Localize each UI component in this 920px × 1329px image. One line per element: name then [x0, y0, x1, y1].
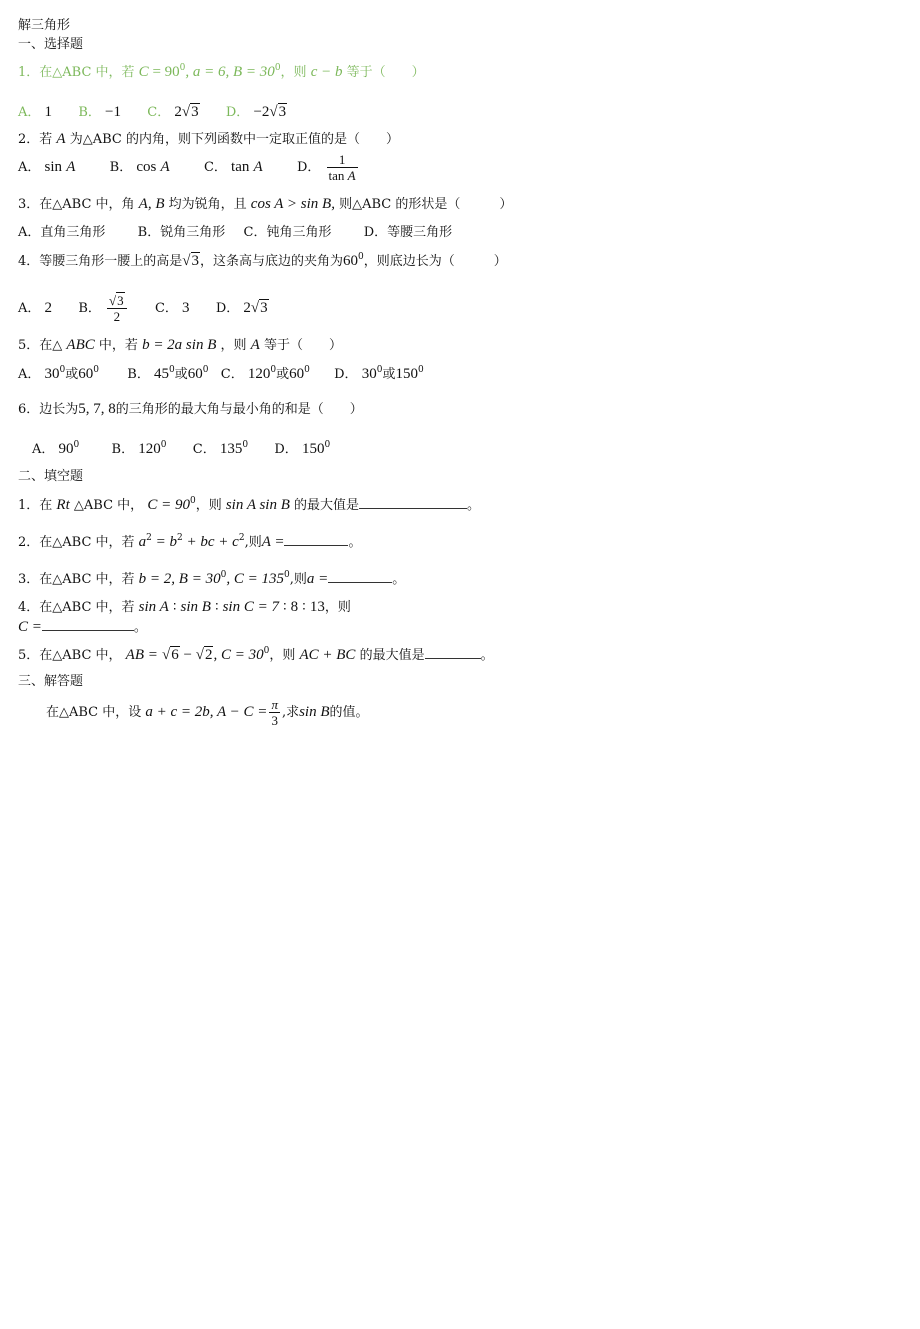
- section-solve-heading: 三、解答题: [18, 674, 84, 689]
- section-fill-heading: 二、填空题: [18, 469, 84, 484]
- question-6: 6．边长为5, 7, 8的三角形的最大角与最小角的和是（ ）: [18, 401, 363, 417]
- question-3: 3．在△ABC 中，角 A, B 均为锐角，且 cos A > sin B, 则△ABC 的形状是（ ）: [18, 196, 513, 212]
- question-2: 2．若 A 为△ABC 的内角，则下列函数中一定取正值的是（ ）: [18, 131, 399, 147]
- question-1-options: A． 1 B． −1 C． 2√3 D． −2√3: [18, 104, 287, 120]
- section-choice-heading: 一、选择题: [18, 37, 84, 52]
- answer-blank[interactable]: [42, 618, 134, 631]
- question-1: 1．在△ABC 中，若 $C = 90^0$, a = 6, $B = 30^0$，则 c − b 等于（ ）: [18, 63, 425, 80]
- option-a-label: A．: [18, 105, 41, 120]
- answer-blank[interactable]: [425, 646, 481, 659]
- question-4-options: A． 2 B． $\frac{√3}{2}$ C． 3 D． 2√3: [18, 293, 268, 324]
- question-4: 4．等腰三角形一腰上的高是√3，这条高与底边的夹角为$60^0$，则底边长为（ ）: [18, 252, 507, 269]
- fraction-d: $\frac{1}{\text{tan A}}$: [328, 152, 356, 183]
- doc-title: 解三角形: [18, 18, 71, 33]
- question-2-options: A． sin A B． cos A C． tan A D． $\frac{1}{\text{tan A}}$: [18, 152, 356, 183]
- fill-4: 4．在△ABC 中，若 sin A ∶ sin B ∶ sin C = 7 ∶ 8 ∶ 13，则: [18, 599, 351, 615]
- fill-1: 1．在 Rt △ABC 中， $C = 90^0$，则 sin A sin B 的最大值是 。: [18, 496, 481, 513]
- option-d-label: D．: [225, 105, 250, 120]
- solve-1: 在△ABC 中，设 a + c = 2b, A − C = $\frac{\pi}{3}$ ,求sin B的值。: [46, 697, 369, 728]
- fill-3: 3．在△ABC 中，若 b = 2, $B = 30^0$, $C = 135^0$,则a = 。: [18, 570, 406, 587]
- fill-4-answer-line: C = 。: [18, 619, 147, 635]
- fraction-b: $\frac{√3}{2}$: [107, 293, 127, 324]
- answer-blank[interactable]: [284, 533, 348, 546]
- option-b-label: B．: [78, 105, 101, 120]
- fill-5: 5．在△ABC 中， AB = √6 − √2, $C = 30^0$，则 AC + BC 的最大值是 。: [18, 646, 494, 663]
- answer-blank[interactable]: [359, 496, 467, 509]
- fill-2: 2．在△ABC 中，若 $a^2 = b^2$ + bc + $c^2$,则A = 。: [18, 533, 362, 550]
- question-5: 5．在△ ABC 中，若 b = 2a sin B ，则 A 等于（ ）: [18, 337, 342, 353]
- answer-blank[interactable]: [328, 570, 392, 583]
- question-6-options: A． $90^0$ B． $120^0$ C． $135^0$ D． $150^0$: [32, 440, 331, 457]
- fraction-pi-over-3: $\frac{\pi}{3}$: [271, 697, 278, 728]
- question-5-options: A． $30^0$或$60^0$ B． $45^0$或$60^0$ C． $120^0$或$60^0$ D． $30^0$或$150^0$: [18, 365, 424, 382]
- question-3-options: A．直角三角形 B．锐角三角形 C．钝角三角形 D．等腰三角形: [18, 225, 453, 240]
- option-c-label: C．: [147, 105, 171, 120]
